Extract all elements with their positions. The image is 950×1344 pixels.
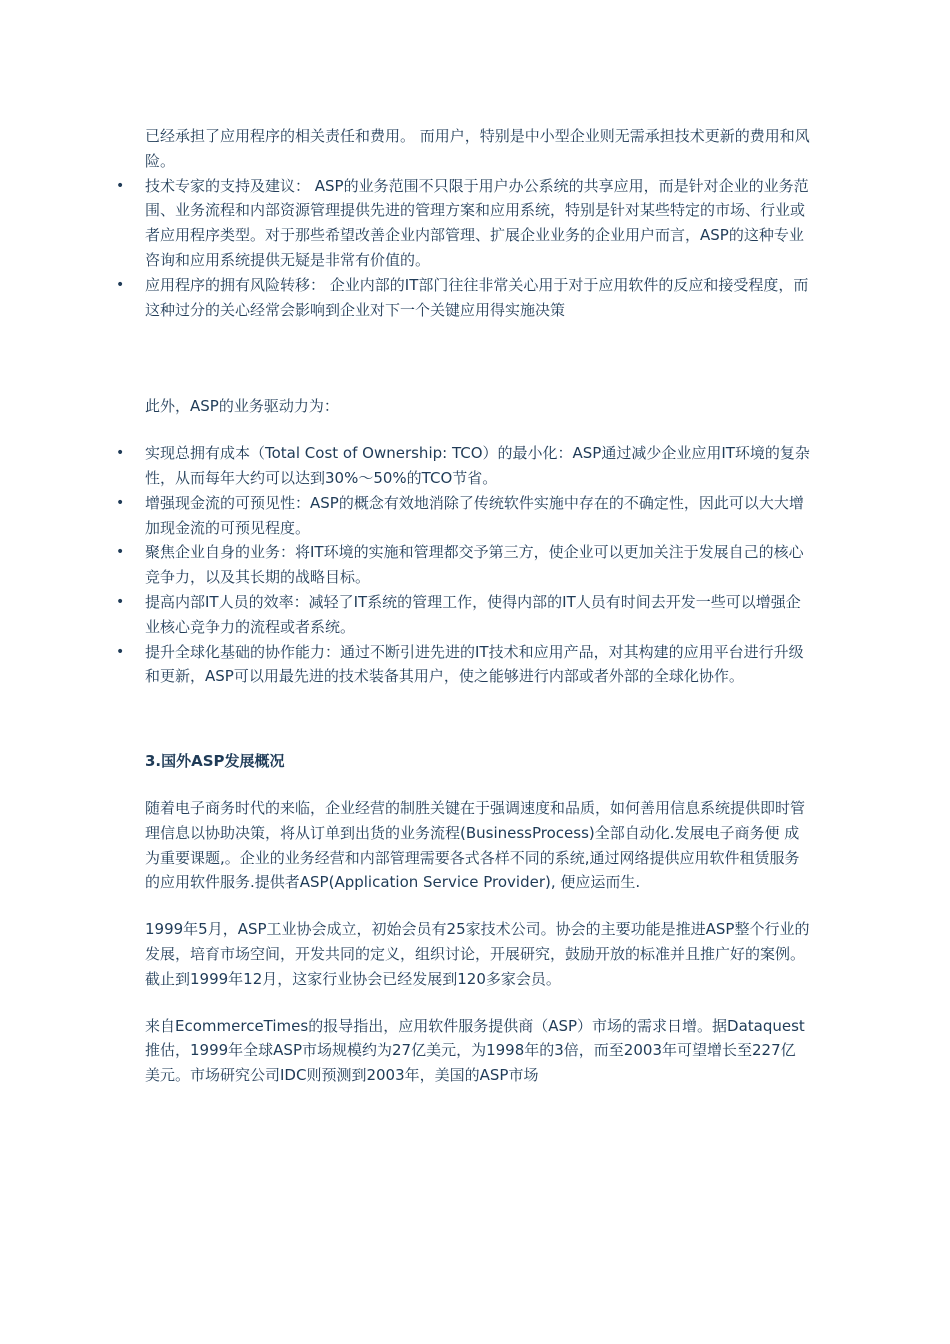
section-heading: 3.国外ASP发展概况 xyxy=(145,752,285,771)
spacer xyxy=(145,774,810,796)
list-item-text: 应用程序的拥有风险转移： 企业内部的IT部门往往非常关心用于对于应用软件的反应和接受程度，而这种过分的关心经常会影响到企业对下一个关键应用得实施决策 xyxy=(145,275,809,319)
spacer xyxy=(145,322,810,394)
list-item-text: 增强现金流的可预见性：ASP的概念有效地消除了传统软件实施中存在的不确定性，因此可以大大增加现金流的可预见程度。 xyxy=(145,493,804,537)
continuation-paragraph: 已经承担了应用程序的相关责任和费用。 而用户，特别是中小型企业则无需承担技术更新的费用和风险。 xyxy=(145,127,810,170)
body-paragraph: 随着电子商务时代的来临，企业经营的制胜关键在于强调速度和品质，如何善用信息系统提供即时管理信息以协助决策，将从订单到出货的业务流程(BusinessProcess)全部自动化.发展电子商务便 成为重要课题,。企业的业务经营和内部管理需要各式各样不同的系统,通过网络提供应用软件租赁服务的应用软件服务.提供者ASP(Application Service Provider), 便应运而生. xyxy=(145,798,806,892)
list-item xyxy=(116,273,810,323)
spacer xyxy=(145,895,810,917)
bullet-icon: • xyxy=(116,593,125,610)
list-item xyxy=(116,540,810,590)
list-item xyxy=(116,441,810,491)
list-item xyxy=(116,491,810,541)
bullet-icon: • xyxy=(116,276,125,293)
spacer xyxy=(145,689,810,749)
bullet-icon: • xyxy=(116,544,125,561)
list-item-text: 提高内部IT人员的效率：减轻了IT系统的管理工作，使得内部的IT人员有时间去开发一些可以增强企业核心竞争力的流程或者系统。 xyxy=(145,592,801,636)
advantages-list xyxy=(116,174,810,323)
body-paragraph: 1999年5月，ASP工业协会成立，初始会员有25家技术公司。协会的主要功能是推进ASP整个行业的发展，培育市场空间，开发共同的定义，组织讨论，开展研究，鼓励开放的标准并且推广好的案例。截止到1999年12月，这家行业协会已经发展到120多家会员。 xyxy=(145,920,810,988)
bullet-icon: • xyxy=(116,177,125,194)
drivers-list xyxy=(116,441,810,689)
list-item-text: 聚焦企业自身的业务：将IT环境的实施和管理都交予第三方，使企业可以更加关注于发展自己的核心竞争力，以及其长期的战略目标。 xyxy=(145,543,804,587)
spacer xyxy=(145,992,810,1014)
bullet-icon: • xyxy=(116,494,125,511)
document-body xyxy=(116,124,810,1088)
list-item xyxy=(116,174,810,273)
bullet-icon: • xyxy=(116,445,125,462)
list-item xyxy=(116,590,810,640)
bullet-icon: • xyxy=(116,643,125,660)
list-item-text: 提升全球化基础的协作能力：通过不断引进先进的IT技术和应用产品，对其构建的应用平台进行升级和更新，ASP可以用最先进的技术装备其用户，使之能够进行内部或者外部的全球化协作。 xyxy=(145,642,804,686)
drivers-intro: 此外，ASP的业务驱动力为： xyxy=(145,397,339,416)
list-item xyxy=(116,640,810,690)
list-item-text: 技术专家的支持及建议： ASP的业务范围不只限于用户办公系统的共享应用，而是针对企业的业务范围、业务流程和内部资源管理提供先进的管理方案和应用系统，特别是针对某些特定的市场、行业或者应用程序类型。对于那些希望改善企业内部管理、扩展企业业务的企业用户而言，ASP的这种专业咨询和应用系统提供无疑是非常有价值的。 xyxy=(145,176,809,269)
body-paragraph: 来自EcommerceTimes的报导指出，应用软件服务提供商（ASP）市场的需求日增。据Dataquest推估，1999年全球ASP市场规模约为27亿美元，为1998年的3倍，而至2003年可望增长至227亿美元。市场研究公司IDC则预测到2003年，美国的ASP市场 xyxy=(145,1016,805,1085)
list-item-text: 实现总拥有成本（Total Cost of Ownership: TCO）的最小化：ASP通过减少企业应用IT环境的复杂性，从而每年大约可以达到30%～50%的TCO节省。 xyxy=(145,444,810,487)
spacer xyxy=(145,419,810,441)
